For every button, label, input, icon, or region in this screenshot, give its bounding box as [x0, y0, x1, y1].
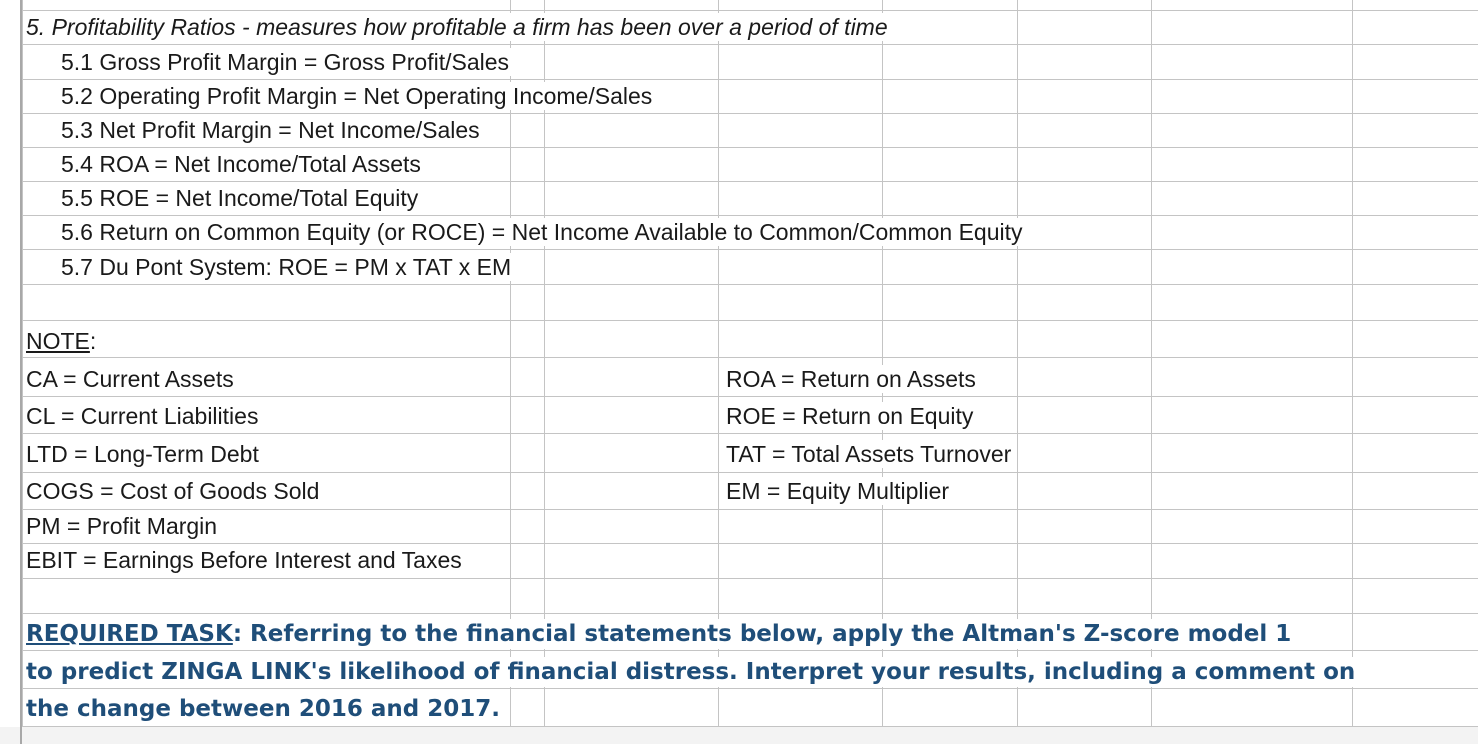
note-heading-label: NOTE — [26, 328, 90, 354]
next-row-strip — [0, 727, 1478, 744]
ratio-roe[interactable]: 5.5 ROE = Net Income/Total Equity — [61, 184, 422, 212]
grid-row-line — [20, 433, 1478, 434]
ratio-gross-profit-margin[interactable]: 5.1 Gross Profit Margin = Gross Profit/Sales — [61, 48, 513, 76]
grid-row-line — [20, 147, 1478, 148]
grid-row-line — [20, 357, 1478, 358]
grid-row-line — [20, 396, 1478, 397]
ratio-roa[interactable]: 5.4 ROA = Net Income/Total Assets — [61, 150, 425, 178]
grid-row-line — [20, 578, 1478, 579]
note-roe[interactable]: ROE = Return on Equity — [726, 402, 977, 430]
note-cogs[interactable]: COGS = Cost of Goods Sold — [26, 477, 323, 505]
grid-col-line — [22, 0, 23, 744]
note-pm[interactable]: PM = Profit Margin — [26, 512, 221, 540]
note-em[interactable]: EM = Equity Multiplier — [726, 477, 953, 505]
grid-row-line — [20, 320, 1478, 321]
grid-row-line — [20, 650, 1478, 651]
note-ca[interactable]: CA = Current Assets — [26, 365, 238, 393]
ratio-du-pont[interactable]: 5.7 Du Pont System: ROE = PM x TAT x EM — [61, 253, 515, 281]
grid-row-line — [20, 181, 1478, 182]
task-line-1-text: : Referring to the financial statements below, apply the Altman's Z-score model 1 — [232, 621, 1292, 647]
note-heading-colon: : — [89, 328, 97, 354]
grid-row-line — [20, 613, 1478, 614]
ratio-operating-profit-margin[interactable]: 5.2 Operating Profit Margin = Net Operating Income/Sales — [61, 82, 656, 110]
grid-row-line — [20, 249, 1478, 250]
note-heading[interactable] — [26, 327, 100, 355]
ratio-net-profit-margin[interactable]: 5.3 Net Profit Margin = Net Income/Sales — [61, 116, 484, 144]
task-label: REQUIRED TASK — [26, 621, 233, 647]
section-title[interactable]: 5. Profitability Ratios - measures how profitable a firm has been over a period of time — [26, 13, 892, 41]
grid-row-line — [20, 509, 1478, 510]
task-line-3[interactable]: the change between 2016 and 2017. — [26, 694, 506, 724]
grid-row-line — [20, 688, 1478, 689]
grid-col-line — [1352, 0, 1353, 744]
task-line-2[interactable]: to predict ZINGA LINK's likelihood of financial distress. Interpret your results, including a comment on — [26, 657, 1361, 687]
note-cl[interactable]: CL = Current Liabilities — [26, 402, 262, 430]
grid-row-line — [20, 284, 1478, 285]
task-line-1[interactable] — [26, 619, 1297, 649]
grid-row-line — [20, 79, 1478, 80]
note-tat[interactable]: TAT = Total Assets Turnover — [726, 440, 1015, 468]
grid-row-line — [20, 543, 1478, 544]
note-roa[interactable]: ROA = Return on Assets — [726, 365, 980, 393]
grid-row-line — [20, 113, 1478, 114]
sheet-left-border — [20, 0, 22, 744]
ratio-roce[interactable]: 5.6 Return on Common Equity (or ROCE) = Net Income Available to Common/Common Equity — [61, 218, 1027, 246]
grid-row-line — [20, 472, 1478, 473]
grid-row-line — [20, 10, 1478, 11]
grid-row-line — [20, 44, 1478, 45]
note-ebit[interactable]: EBIT = Earnings Before Interest and Taxes — [26, 546, 466, 574]
grid-row-line — [20, 215, 1478, 216]
note-ltd[interactable]: LTD = Long-Term Debt — [26, 440, 263, 468]
